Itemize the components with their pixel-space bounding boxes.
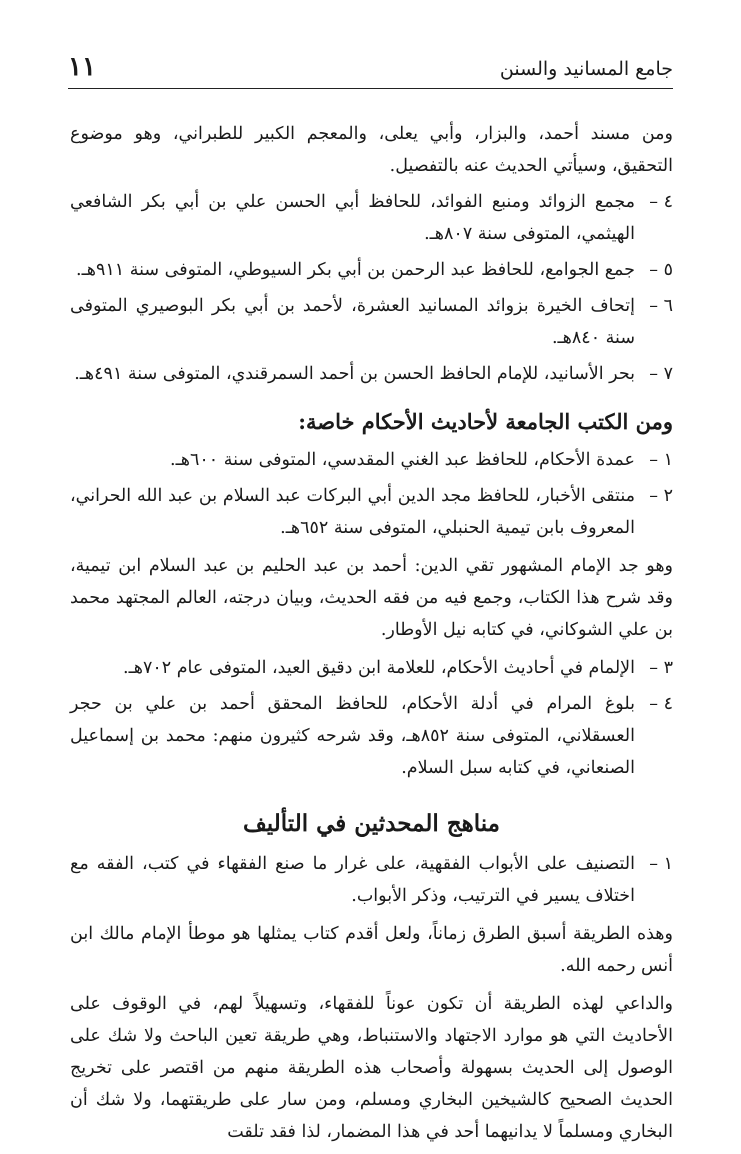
list-item-text: جمع الجوامع، للحافظ عبد الرحمن بن أبي بكر السيوطي، المتوفى سنة ٩١١هـ. [76,260,635,280]
list-item-text: التصنيف على الأبواب الفقهية، على غرار ما صنع الفقهاء في كتب، الفقه مع اختلاف يسير في الترتيب، وذكر الأبواب. [70,854,635,906]
list-item-text: عمدة الأحكام، للحافظ عبد الغني المقدسي، المتوفى سنة ٦٠٠هـ. [170,450,635,470]
list-item-number: ٧ – [649,364,673,384]
list-item-text: بلوغ المرام في أدلة الأحكام، للحافظ المحقق أحمد بن علي بن حجر العسقلاني، المتوفى سنة ٨٥٢هـ، وقد شرحه كثيرون منهم: محمد بن إسماعيل الصنعاني، في كتابه سبل السلام. [70,694,635,778]
note-paragraph: وهو جد الإمام المشهور تقي الدين: أحمد بن عبد الحليم بن عبد السلام ابن تيمية، وقد شرح هذا الكتاب، وجمع فيه من فقه الحديث، وبيان درجته، العالم المجتهد محمد بن علي الشوكاني، في كتابه نيل الأوطار. [70,556,673,640]
list-item-number: ٦ – [649,296,673,316]
list-item [70,186,673,250]
list-collected-books [70,186,673,390]
list-item [70,848,673,912]
list-item [70,652,673,684]
list-item-text: بحر الأسانيد، للإمام الحافظ الحسن بن أحمد السمرقندي، المتوفى سنة ٤٩١هـ. [74,364,635,384]
list-item [70,480,673,544]
closing-paragraph: وهذه الطريقة أسبق الطرق زماناً، ولعل أقدم كتاب يمثلها هو موطأ الإمام مالك ابن أنس رحمه الله. [70,924,673,976]
section-heading: ومن الكتب الجامعة لأحاديث الأحكام خاصة: [298,409,673,434]
list-item-text: إتحاف الخيرة بزوائد المسانيد العشرة، لأحمد بن أبي بكر البوصيري المتوفى سنة ٨٤٠هـ. [70,296,635,348]
page-number: ١١ [68,52,96,82]
list-item [70,444,673,476]
list-item-text: مجمع الزوائد ومنبع الفوائد، للحافظ أبي الحسن علي بن أبي بكر الشافعي الهيثمي، المتوفى سنة ٨٠٧هـ. [70,192,635,244]
main-heading: مناهج المحدثين في التأليف [243,810,500,837]
list-item-number: ٥ – [649,260,673,280]
running-title: جامع المسانيد والسنن [499,58,673,80]
list-item-number: ٤ – [649,192,673,212]
list-item [70,358,673,390]
list-item-number: ١ – [649,854,673,874]
list-item [70,254,673,286]
list-item-number: ٣ – [649,658,673,678]
intro-paragraph: ومن مسند أحمد، والبزار، وأبي يعلى، والمعجم الكبير للطبراني، وهو موضوع التحقيق، وسيأتي الحديث عنه بالتفصيل. [70,124,673,176]
list-item-number: ٢ – [649,486,673,506]
list-item-text: منتقى الأخبار، للحافظ مجد الدين أبي البركات عبد السلام بن عبد الله الحراني، المعروف بابن تيمية الحنبلي، المتوفى سنة ٦٥٢هـ. [70,486,635,538]
list-ahkam-books [70,444,673,544]
closing-paragraph: والداعي لهذه الطريقة أن تكون عوناً للفقهاء، وتسهيلاً لهم، في الوقوف على الأحاديث التي هو موارد الاجتهاد والاستنباط، وهي طريقة تعين الباحث ولا شك على الوصول إلى الحديث بسهولة وأصحاب هذه الطريقة منهم من اقتصر على تخريج الحديث الصحيح كالشيخين البخاري ومسلم، ومن سار على طريقتهما، ولا شك أن البخاري ومسلماً لا يدانيهما أحد في هذا المضمار، لذا فقد تلقت [70,994,673,1142]
list-item-number: ١ – [649,450,673,470]
list-ahkam-books-continued [70,652,673,784]
page-header [68,52,673,89]
list-item [70,688,673,784]
list-item-text: الإلمام في أحاديث الأحكام، للعلامة ابن دقيق العيد، المتوفى عام ٧٠٢هـ. [123,658,635,678]
list-item [70,290,673,354]
list-item-number: ٤ – [649,694,673,714]
page-body [70,118,673,1154]
list-methods [70,848,673,912]
